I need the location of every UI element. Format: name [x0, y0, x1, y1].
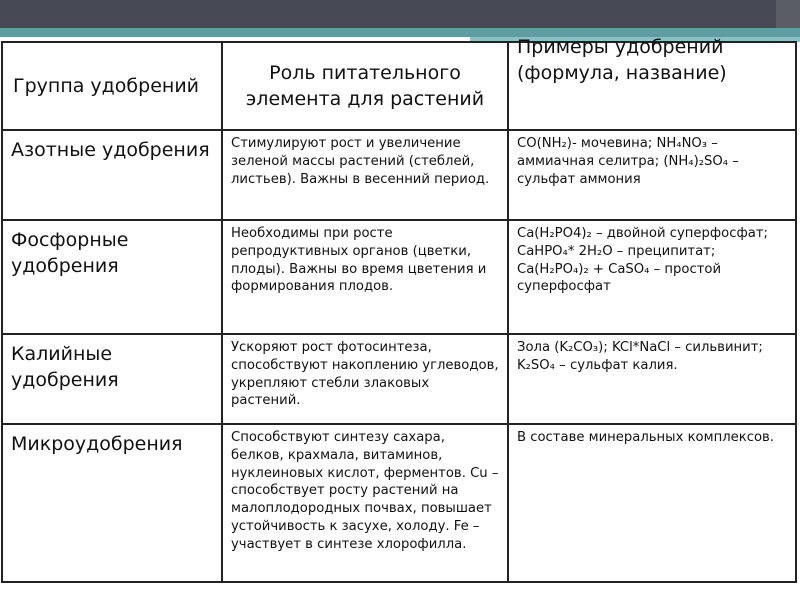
- examples-cell: Зола (K₂CO₃); KCl*NaCl – сильвинит; K₂SO₄ – сульфат калия.: [508, 334, 796, 424]
- header-examples-text: Примеры удобрений (формула, название): [517, 36, 727, 84]
- fertilizer-table: [1, 36, 797, 583]
- examples-cell: Ca(H₂PO4)₂ – двойной суперфосфат; CaHPO₄* 2H₂O – преципитат; Ca(H₂PO₄)₂ + CaSO₄ – простой суперфосфат: [508, 220, 796, 334]
- role-cell: Стимулируют рост и увеличение зеленой массы растений (стеблей, листьев). Важны в весенний период.: [222, 130, 508, 220]
- group-cell: Калийные удобрения: [2, 334, 222, 424]
- table-header-row: [2, 42, 796, 130]
- examples-cell: CO(NH₂)- мочевина; NH₄NO₃ – аммиачная селитра; (NH₄)₂SO₄ – сульфат аммония: [508, 130, 796, 220]
- table-row: [2, 220, 796, 334]
- table-row: [2, 334, 796, 424]
- role-cell: Ускоряют рост фотосинтеза, способствуют накоплению углеводов, укрепляют стебли злаковых растений.: [222, 334, 508, 424]
- group-cell: Микроудобрения: [2, 424, 222, 582]
- role-cell: Необходимы при росте репродуктивных органов (цветки, плоды). Важны во время цветения и формирования плодов.: [222, 220, 508, 334]
- header-group: Группа удобрений: [2, 42, 222, 130]
- group-cell: Фосфорные удобрения: [2, 220, 222, 334]
- slide-top-bar: [0, 0, 800, 28]
- group-cell: Азотные удобрения: [2, 130, 222, 220]
- examples-cell: В составе минеральных комплексов.: [508, 424, 796, 582]
- header-examples: [508, 36, 796, 130]
- header-role: Роль питательного элемента для растений: [222, 42, 508, 130]
- role-cell: Способствуют синтезу сахара, белков, крахмала, витаминов, нуклеиновых кислот, ферментов. Cu – способствует росту растений на малоплодородных почвах, повышает устойчивость к засухе, холоду. Fe – участвует в синтезе хлорофилла.: [222, 424, 508, 582]
- table-row: [2, 130, 796, 220]
- table-row: [2, 424, 796, 582]
